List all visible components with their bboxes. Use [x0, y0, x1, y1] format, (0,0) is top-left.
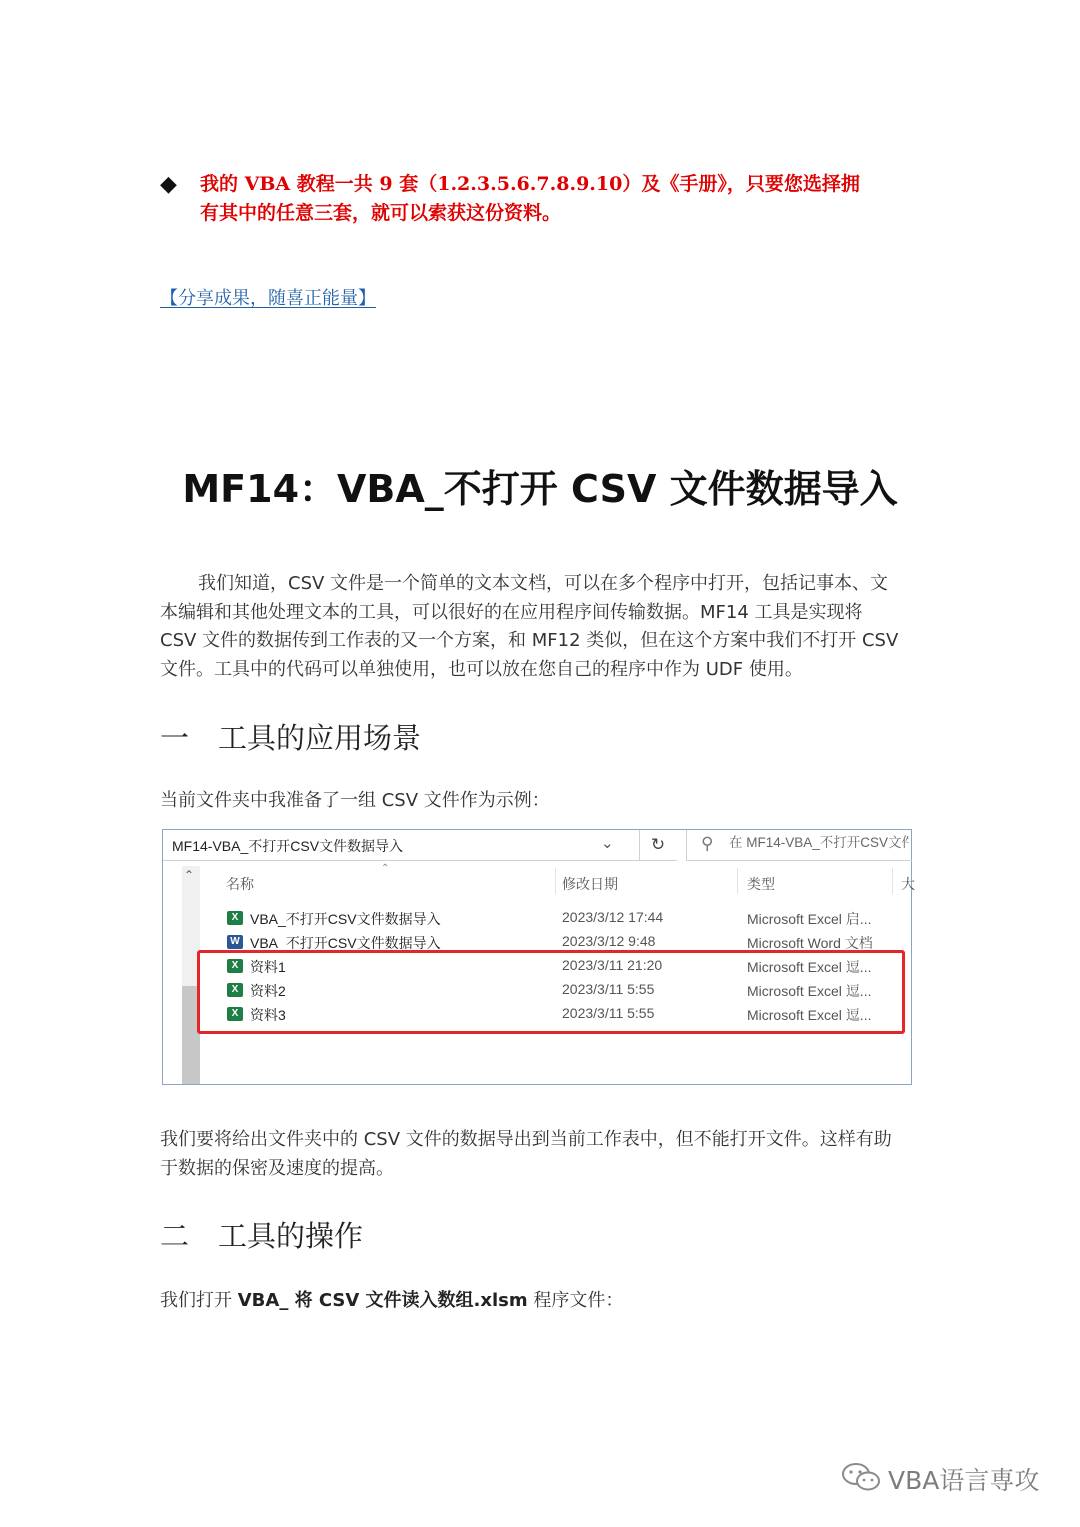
file-type: Microsoft Excel 逗...: [747, 959, 872, 975]
excel-file-icon: X: [227, 983, 243, 997]
file-name: VBA_不打开CSV文件数据导入: [250, 911, 441, 927]
search-box[interactable]: [686, 830, 912, 861]
section-heading-2: [160, 1214, 363, 1255]
intro-line-2: 本编辑和其他处理文本的工具，可以很好的在应用程序间传输数据。MF14 工具是实现将: [160, 601, 863, 623]
section1-after-line-2: 于数据的保密及速度的提高。: [160, 1157, 394, 1179]
file-name-bold: VBA_ 将 CSV 文件读入数组.xlsm: [237, 1290, 528, 1311]
column-header-date[interactable]: 修改日期: [562, 876, 618, 892]
column-divider[interactable]: [555, 868, 556, 894]
chevron-down-icon[interactable]: ⌄: [601, 835, 614, 852]
section-number-2: 二: [160, 1219, 190, 1253]
scroll-up-icon[interactable]: ⌃: [184, 868, 195, 882]
file-type: Microsoft Excel 逗...: [747, 983, 872, 999]
section1-after-line-1: 我们要将给出文件夹中的 CSV 文件的数据导出到当前工作表中，但不能打开文件。这样有助: [160, 1129, 892, 1150]
file-type: Microsoft Excel 启...: [747, 911, 872, 927]
file-name: 资料2: [250, 983, 286, 999]
notice-line-1: 我的 VBA 教程一共 9 套（1.2.3.5.6.7.8.9.10）及《手册》，只要您选择拥: [200, 173, 860, 195]
address-path: MF14-VBA_不打开CSV文件数据导入: [172, 838, 404, 854]
file-type: Microsoft Excel 逗...: [747, 1007, 872, 1023]
section2-text-post: 程序文件：: [527, 1290, 624, 1311]
column-divider[interactable]: [737, 868, 738, 894]
section-title-2: 工具的操作: [218, 1219, 364, 1253]
section-number-1: 一: [160, 721, 190, 755]
section2-text: [160, 1287, 940, 1316]
file-date: 2023/3/12 17:44: [562, 909, 664, 925]
intro-line-4: 文件。工具中的代码可以单独使用，也可以放在您自己的程序中作为 UDF 使用。: [160, 658, 803, 680]
wechat-logo-icon: [840, 1462, 884, 1492]
column-divider[interactable]: [892, 868, 893, 894]
file-date: 2023/3/12 9:48: [562, 933, 656, 949]
share-link[interactable]: 【分享成果，随喜正能量】: [160, 288, 376, 309]
file-date: 2023/3/11 5:55: [562, 1005, 655, 1021]
section1-after-paragraph: [160, 1126, 940, 1183]
file-name: VBA_不打开CSV文件数据导入: [250, 935, 441, 951]
file-date: 2023/3/11 5:55: [562, 981, 655, 997]
column-header-name[interactable]: 名称: [226, 876, 254, 892]
highlight-box: [197, 950, 905, 1034]
file-type: Microsoft Word 文档: [747, 935, 873, 951]
notice-line-2: 有其中的任意三套，就可以索获这份资料。: [200, 202, 562, 224]
section2-text-line: [160, 1287, 940, 1316]
sort-up-icon: ⌃: [381, 863, 390, 874]
column-header-size[interactable]: 大: [901, 876, 915, 892]
refresh-icon[interactable]: ↻: [639, 830, 677, 861]
intro-line-1: 我们知道，CSV 文件是一个简单的文本文档，可以在多个程序中打开，包括记事本、文: [198, 573, 889, 594]
search-icon: ⚲: [701, 834, 714, 853]
notice-text: [200, 170, 920, 228]
word-file-icon: W: [227, 935, 243, 949]
section-heading-1: [160, 716, 421, 757]
excel-file-icon: X: [227, 959, 243, 973]
file-date: 2023/3/11 21:20: [562, 957, 663, 973]
section1-text-line: 当前文件夹中我准备了一组 CSV 文件作为示例：: [160, 790, 550, 811]
search-input[interactable]: [729, 835, 909, 850]
address-bar[interactable]: [163, 830, 640, 861]
intro-paragraph: [160, 570, 940, 684]
column-header-type[interactable]: 类型: [747, 876, 775, 892]
excel-file-icon: X: [227, 911, 243, 925]
bullet-diamond-icon: ◆: [160, 172, 177, 197]
file-name: 资料3: [250, 1007, 286, 1023]
file-name: 资料1: [250, 959, 286, 975]
section2-text-pre: 我们打开: [160, 1290, 238, 1311]
section-title-1: 工具的应用场景: [218, 721, 422, 755]
intro-line-3: CSV 文件的数据传到工作表的又一个方案，和 MF12 类似，但在这个方案中我们不打开 CSV: [160, 630, 899, 651]
file-row[interactable]: [223, 906, 903, 930]
watermark-text: VBA语言専攻: [888, 1466, 1040, 1495]
excel-file-icon: X: [227, 1007, 243, 1021]
page-title: MF14：VBA_不打开 CSV 文件数据导入: [182, 467, 898, 511]
section1-text: [160, 787, 940, 816]
